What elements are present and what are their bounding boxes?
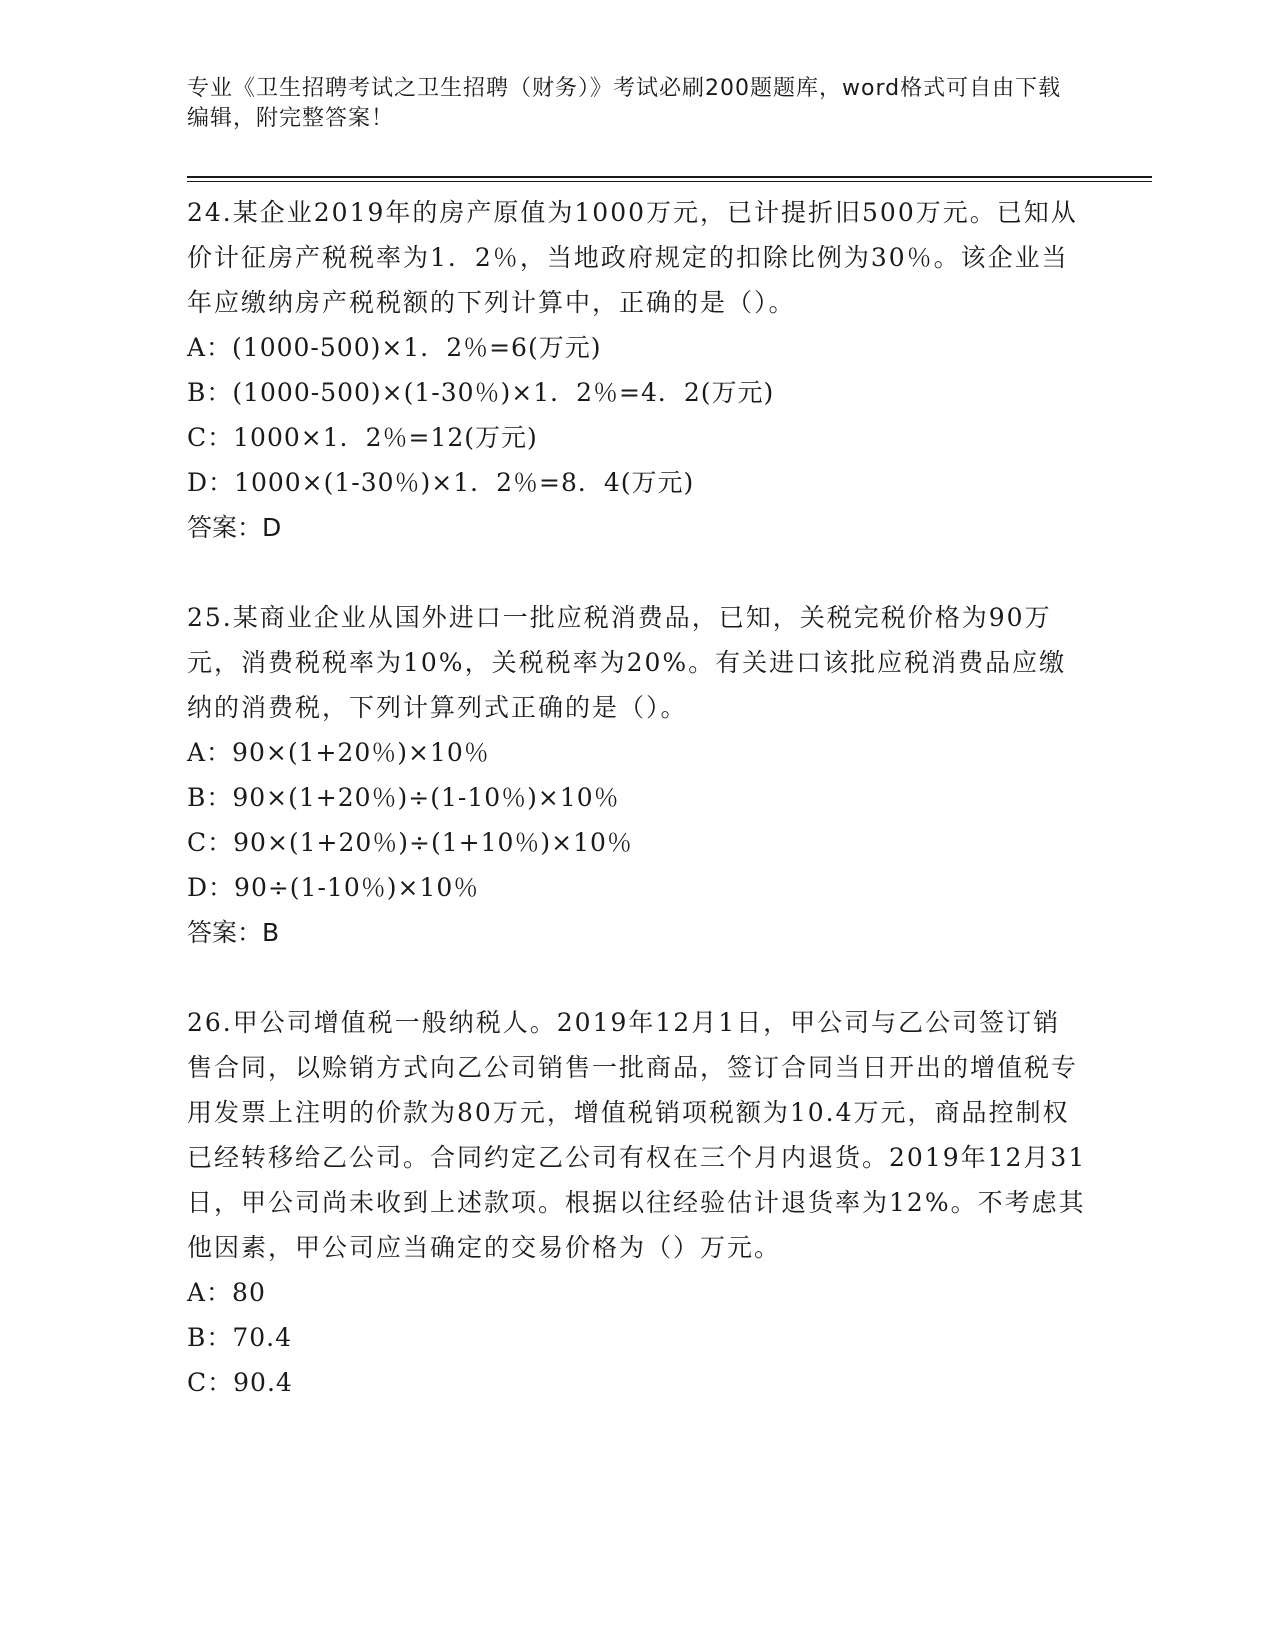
option-a: A：80 bbox=[187, 1278, 266, 1307]
question-stem: 24.某企业2019年的房产原值为1000万元，已计提折旧500万元。已知从价计征房产税税率为1．2％，当地政府规定的扣除比例为30％。该企业当年应缴纳房产税税额的下列计算中，正确的是（）。 bbox=[187, 198, 1078, 317]
option-c: C：90×(1+20％)÷(1+10％)×10％ bbox=[187, 828, 633, 857]
answer-line: 答案：B bbox=[187, 918, 280, 947]
option-b: B：90×(1+20％)÷(1-10％)×10％ bbox=[187, 783, 620, 812]
question-spacer bbox=[187, 955, 1087, 1000]
question-stem: 25.某商业企业从国外进口一批应税消费品，已知，关税完税价格为90万元，消费税税率为10%，关税税率为20%。有关进口该批应税消费品应缴纳的消费税，下列计算列式正确的是（）。 bbox=[187, 603, 1067, 722]
answer-line: 答案：D bbox=[187, 513, 282, 542]
question-25 bbox=[187, 595, 1087, 955]
question-list bbox=[187, 190, 1087, 1405]
option-b: B：70.4 bbox=[187, 1323, 293, 1352]
option-c: C：90.4 bbox=[187, 1368, 293, 1397]
option-c: C：1000×1．2％=12(万元) bbox=[187, 423, 538, 452]
option-a: A：(1000-500)×1．2％=6(万元) bbox=[187, 333, 602, 362]
question-26 bbox=[187, 1000, 1087, 1405]
header-divider bbox=[187, 176, 1152, 178]
question-spacer bbox=[187, 550, 1087, 595]
question-24 bbox=[187, 190, 1087, 550]
question-stem: 26.甲公司增值税一般纳税人。2019年12月1日，甲公司与乙公司签订销售合同，以赊销方式向乙公司销售一批商品，签订合同当日开出的增值税专用发票上注明的价款为80万元，增值税销项税额为10.4万元，商品控制权已经转移给乙公司。合同约定乙公司有权在三个月内退货。2019年12月31日，甲公司尚未收到上述款项。根据以往经验估计退货率为12%。不考虑其他因素，甲公司应当确定的交易价格为（）万元。 bbox=[187, 1008, 1087, 1262]
option-d: D：1000×(1-30％)×1．2％=8．4(万元) bbox=[187, 468, 695, 497]
option-a: A：90×(1+20％)×10％ bbox=[187, 738, 490, 767]
document-header: 专业《卫生招聘考试之卫生招聘（财务）》考试必刷200题题库，word格式可自由下载编辑，附完整答案！ bbox=[187, 76, 1062, 131]
header-divider-thin bbox=[187, 181, 1152, 182]
option-b: B：(1000-500)×(1-30％)×1．2％=4．2(万元) bbox=[187, 378, 775, 407]
option-d: D：90÷(1-10％)×10％ bbox=[187, 873, 480, 902]
